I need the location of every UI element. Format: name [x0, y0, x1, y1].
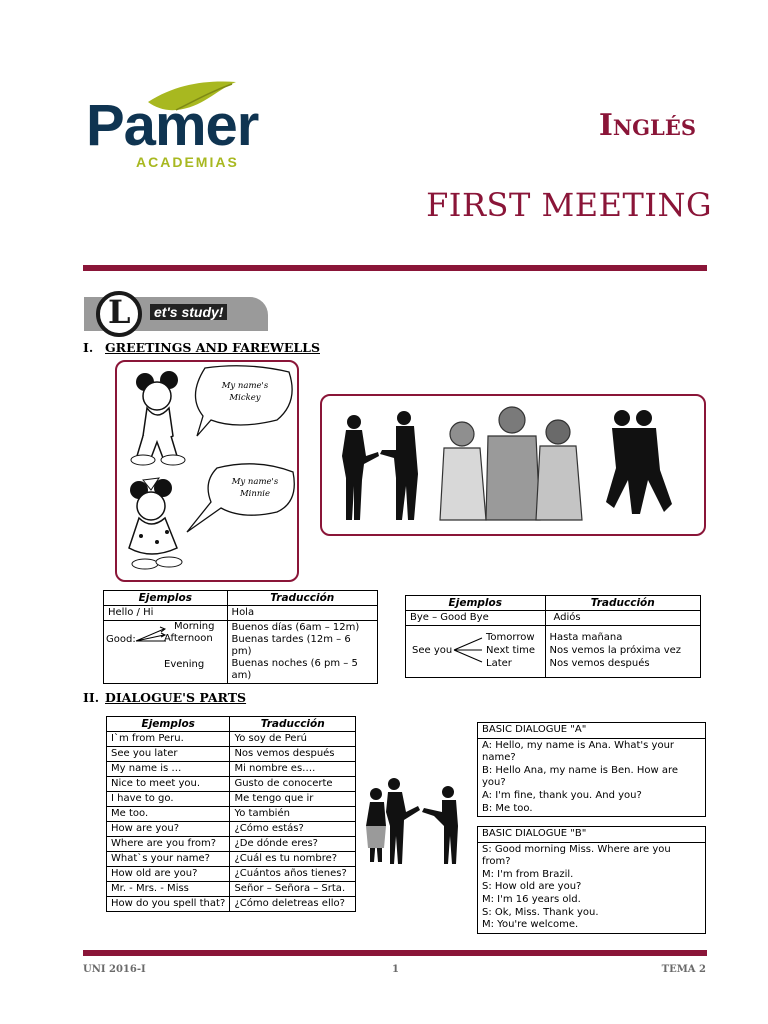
- translation-line: Hasta mañana: [549, 632, 623, 643]
- good-label: Good:: [106, 634, 136, 645]
- table-cell: Mi nombre es….: [230, 762, 356, 777]
- banner-letter: L: [108, 293, 131, 331]
- table-header-row: [104, 591, 378, 606]
- people-greeting-illustration: [322, 396, 704, 534]
- table-cell: Señor – Señora – Srta.: [230, 882, 356, 897]
- see-you-item: Later: [486, 658, 512, 669]
- good-item: Afternoon: [164, 633, 213, 644]
- section-number: I.: [83, 340, 94, 355]
- table-cell: I`m from Peru.: [107, 732, 230, 747]
- table-cell: Hello / Hi: [104, 606, 228, 621]
- table-row: [107, 897, 356, 912]
- column-header: Ejemplos: [104, 591, 228, 606]
- table-row: [107, 822, 356, 837]
- dialogue-line: A: I'm fine, thank you. And you?: [482, 789, 642, 801]
- basic-dialogue-a: [477, 722, 706, 817]
- dialogue-line: B: Me too.: [482, 802, 533, 814]
- table-cell: Where are you from?: [107, 837, 230, 852]
- table-cell: Gusto de conocerte: [230, 777, 356, 792]
- table-header-row: [107, 717, 356, 732]
- dialogue-line: A: Hello, my name is Ana. What's your name?: [482, 739, 675, 764]
- section-number: II.: [83, 690, 100, 705]
- table-cell: Yo soy de Perú: [230, 732, 356, 747]
- table-cell: ¿Cuántos años tienes?: [230, 867, 356, 882]
- table-cell: Adiós: [545, 611, 700, 626]
- table-cell: Mr. - Mrs. - Miss: [107, 882, 230, 897]
- table-cell: Me too.: [107, 807, 230, 822]
- table-row: [107, 807, 356, 822]
- subject-title: Inglés: [598, 108, 696, 143]
- table-cell: What`s your name?: [107, 852, 230, 867]
- speech-bubble-mickey-line1: My name's: [221, 381, 269, 391]
- basic-dialogue-b: [477, 826, 706, 934]
- banner-text: et's study!: [150, 304, 227, 320]
- good-item: Evening: [164, 659, 205, 670]
- column-header: Traducción: [227, 591, 377, 606]
- translation-line: Nos vemos la próxima vez: [549, 645, 682, 656]
- table-cell: Me tengo que ir: [230, 792, 356, 807]
- speech-bubble-minnie-line1: My name's: [231, 477, 279, 487]
- dialogue-line: S: Ok, Miss. Thank you.: [482, 906, 599, 918]
- dialogue-body: [478, 843, 705, 933]
- table-cell: [104, 621, 228, 684]
- table-cell: How are you?: [107, 822, 230, 837]
- mickey-minnie-illustration: [117, 362, 297, 580]
- page-number: 1: [392, 964, 399, 975]
- table-row: [107, 777, 356, 792]
- table-row: [107, 882, 356, 897]
- dialogue-parts-table: [106, 716, 356, 912]
- column-header: Traducción: [230, 717, 356, 732]
- logo-wordmark: Pamer: [86, 93, 259, 158]
- table-row: [107, 837, 356, 852]
- table-row: [406, 611, 701, 626]
- table-cell: ¿Cómo deletreas ello?: [230, 897, 356, 912]
- table-cell: My name is …: [107, 762, 230, 777]
- section-title: GREETINGS AND FAREWELLS: [105, 340, 320, 355]
- speech-bubble-minnie-line2: Minnie: [239, 489, 271, 499]
- table-cell: [406, 626, 546, 678]
- translation-line: Buenas noches (6 pm – 5 am): [231, 658, 358, 681]
- page-title: FIRST MEETING: [426, 186, 712, 224]
- table-cell: I have to go.: [107, 792, 230, 807]
- dialogue-line: B: Hello Ana, my name is Ben. How are you?: [482, 764, 679, 789]
- translation-line: Buenos días (6am – 12m): [231, 622, 360, 633]
- see-you-label: See you: [412, 645, 453, 656]
- table-row: [406, 626, 701, 678]
- talking-people-illustration: [362, 776, 466, 870]
- table-cell: ¿Cómo estás?: [230, 822, 356, 837]
- dialogue-line: M: I'm from Brazil.: [482, 868, 574, 880]
- cartoon-illustration-frame: [115, 360, 299, 582]
- dialogue-title: BASIC DIALOGUE "A": [478, 723, 705, 739]
- table-cell: Yo también: [230, 807, 356, 822]
- footer-left: UNI 2016-I: [83, 964, 146, 975]
- table-cell: See you later: [107, 747, 230, 762]
- table-row: [107, 792, 356, 807]
- column-header: Ejemplos: [406, 596, 546, 611]
- see-you-item: Tomorrow: [486, 632, 535, 643]
- dialogue-line: S: How old are you?: [482, 881, 582, 893]
- table-row: [107, 747, 356, 762]
- logo-subtitle: ACADEMIAS: [136, 154, 239, 170]
- greetings-table: [103, 590, 378, 684]
- footer-rule: [83, 950, 707, 956]
- branch-arrows-icon: [134, 623, 168, 667]
- table-row: [107, 867, 356, 882]
- dialogue-title: BASIC DIALOGUE "B": [478, 827, 705, 843]
- section-title: DIALOGUE'S PARTS: [105, 690, 247, 705]
- dialogue-line: M: I'm 16 years old.: [482, 893, 581, 905]
- table-cell: [227, 621, 377, 684]
- table-cell: ¿De dónde eres?: [230, 837, 356, 852]
- table-row: [107, 852, 356, 867]
- section-heading-dialogue: [83, 690, 246, 705]
- people-greeting-illustration-frame: [320, 394, 706, 536]
- table-header-row: [406, 596, 701, 611]
- translation-line: Nos vemos después: [549, 658, 650, 669]
- header-rule: [83, 265, 707, 271]
- translation-line: Buenas tardes (12m – 6 pm): [231, 634, 351, 657]
- section-heading-greetings: [83, 340, 320, 355]
- good-item: Morning: [174, 621, 215, 632]
- table-cell: How do you spell that?: [107, 897, 230, 912]
- table-row: [104, 606, 378, 621]
- farewells-table: [405, 595, 701, 678]
- table-cell: Hola: [227, 606, 377, 621]
- table-cell: How old are you?: [107, 867, 230, 882]
- see-you-item: Next time: [486, 645, 536, 656]
- table-cell: Nos vemos después: [230, 747, 356, 762]
- speech-bubble-mickey-line2: Mickey: [229, 393, 261, 403]
- dialogue-line: S: Good morning Miss. Where are you from?: [482, 843, 671, 868]
- table-row: [107, 732, 356, 747]
- column-header: Traducción: [545, 596, 700, 611]
- branch-arrows-icon: [452, 634, 486, 668]
- table-row: [107, 762, 356, 777]
- column-header: Ejemplos: [107, 717, 230, 732]
- table-cell: [545, 626, 700, 678]
- dialogue-body: [478, 739, 705, 817]
- table-cell: Bye – Good Bye: [406, 611, 546, 626]
- table-row: [104, 621, 378, 684]
- footer-right: TEMA 2: [661, 964, 706, 975]
- table-cell: ¿Cuál es tu nombre?: [230, 852, 356, 867]
- dialogue-line: M: You're welcome.: [482, 919, 579, 931]
- table-cell: Nice to meet you.: [107, 777, 230, 792]
